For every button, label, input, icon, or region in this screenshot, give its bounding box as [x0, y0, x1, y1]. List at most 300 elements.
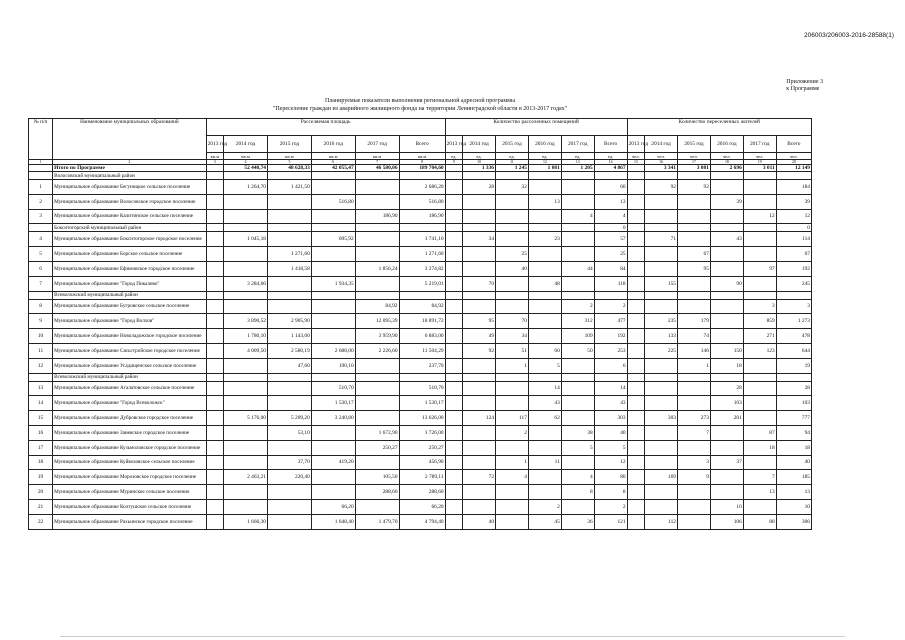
table-cell: 51 [496, 343, 529, 358]
table-cell [528, 373, 561, 381]
table-cell [776, 172, 811, 180]
table-cell [496, 373, 529, 381]
table-cell: 10 [710, 499, 743, 514]
table-cell: 53,10 [267, 425, 311, 440]
table-cell [627, 411, 645, 426]
municipality-name: Муниципальное образование "Город Всеволожск" [53, 396, 207, 411]
table-cell [627, 396, 645, 411]
municipality-name: Муниципальное образование Заневское городское поселение [53, 425, 207, 440]
total-value-cell: 189 704,60 [399, 165, 445, 172]
header-year-cell: 2014 год [463, 136, 496, 153]
table-row [29, 180, 812, 195]
table-cell [496, 299, 529, 314]
table-cell: 1 530,17 [311, 396, 355, 411]
table-cell: 1 273 [776, 314, 811, 329]
table-cell [594, 373, 627, 381]
table-cell: 12 [594, 455, 627, 470]
table-cell: 72 [463, 470, 496, 485]
table-cell: 28 [463, 180, 496, 195]
header-year-cell: 2014 год [645, 136, 678, 153]
table-cell [224, 261, 268, 276]
table-cell [561, 291, 594, 299]
table-cell [206, 247, 224, 262]
table-cell: 245 [776, 276, 811, 291]
table-cell: 90 [710, 276, 743, 291]
table-cell: 478 [776, 329, 811, 344]
table-cell: 13 [594, 194, 627, 209]
header-unit-people: чел. [645, 153, 678, 160]
table-cell [463, 209, 496, 224]
table-cell [206, 425, 224, 440]
municipality-name: Муниципальное образование Бокситогорское городское поселение [53, 232, 207, 247]
table-cell: 8 [594, 485, 627, 500]
table-cell: 273 [678, 411, 711, 426]
district-name: Волосовский муниципальный район [53, 172, 207, 180]
row-number: 22 [29, 514, 53, 529]
table-cell: 235 [645, 314, 678, 329]
table-cell: 288,60 [355, 485, 399, 500]
total-value-cell [206, 165, 224, 172]
table-cell: 250,27 [355, 440, 399, 455]
table-row [29, 470, 812, 485]
table-cell [311, 329, 355, 344]
table-cell: 6 883,00 [399, 329, 445, 344]
table-cell [627, 455, 645, 470]
header-year-cell: 2013 год [627, 136, 645, 153]
header-year-cell: Всего [594, 136, 627, 153]
table-cell [445, 499, 463, 514]
table-cell [445, 396, 463, 411]
table-cell: 777 [776, 411, 811, 426]
table-cell: 1 045,18 [224, 232, 268, 247]
table-cell: 13 [528, 194, 561, 209]
total-value-cell: 2 696 [710, 165, 743, 172]
municipality-name: Муниципальное образование "Город Пикалево" [53, 276, 207, 291]
table-cell: 1 479,70 [355, 514, 399, 529]
table-cell [496, 381, 529, 396]
table-cell: 2 688,00 [311, 343, 355, 358]
table-cell [463, 499, 496, 514]
document-title [190, 98, 650, 113]
table-cell: 303 [594, 411, 627, 426]
table-cell [206, 514, 224, 529]
row-number: 2 [29, 194, 53, 209]
table-cell: 1 271,60 [267, 247, 311, 262]
table-cell [627, 381, 645, 396]
total-value-cell: 46 580,06 [355, 165, 399, 172]
table-cell: 4 009,50 [224, 343, 268, 358]
table-cell: 39 [776, 194, 811, 209]
table-row [29, 455, 812, 470]
table-cell [445, 329, 463, 344]
table-cell [206, 373, 224, 381]
header-name: Наименование муниципальных образований [53, 119, 207, 160]
table-cell: 37 [710, 455, 743, 470]
table-cell: 2 789,11 [399, 470, 445, 485]
row-number: 16 [29, 425, 53, 440]
table-cell: 5 [528, 358, 561, 373]
table-cell: 12 095,39 [355, 314, 399, 329]
table-cell [627, 232, 645, 247]
table-cell [496, 396, 529, 411]
row-number: 10 [29, 329, 53, 344]
table-cell: 169 [645, 470, 678, 485]
column-number: 16 [645, 160, 678, 165]
municipality-name: Муниципальное образование Новоладожское городское поселение [53, 329, 207, 344]
table-cell: 34 [496, 329, 529, 344]
table-cell: 0 [594, 224, 627, 232]
table-cell [311, 470, 355, 485]
table-cell [206, 261, 224, 276]
table-cell [496, 291, 529, 299]
table-cell [678, 172, 711, 180]
column-number: 1 [29, 160, 53, 165]
total-value-cell: 52 440,74 [224, 165, 268, 172]
table-cell: 40 [496, 261, 529, 276]
table-cell: 105,50 [355, 470, 399, 485]
table-cell [710, 261, 743, 276]
table-cell [206, 358, 224, 373]
table-cell: 5 176,00 [224, 411, 268, 426]
table-cell [678, 209, 711, 224]
table-cell: 5 209,20 [267, 411, 311, 426]
header-year-cell: 2015 год [496, 136, 529, 153]
table-cell [561, 194, 594, 209]
appendix-line-2: к Программе [786, 86, 820, 92]
table-cell [645, 224, 678, 232]
municipality-name: Муниципальное образование Муринское сельское поселение [53, 485, 207, 500]
row-number: 4 [29, 232, 53, 247]
header-year-cell: 2015 год [678, 136, 711, 153]
table-cell [267, 172, 311, 180]
table-cell [445, 276, 463, 291]
table-cell [645, 261, 678, 276]
municipality-name: Муниципальное образование Морозовское городское поселение [53, 470, 207, 485]
total-value-cell: 12 149 [776, 165, 811, 172]
row-number: 17 [29, 440, 53, 455]
table-cell: 510,70 [399, 381, 445, 396]
table-cell [678, 299, 711, 314]
table-cell [776, 291, 811, 299]
table-cell: 516,80 [311, 194, 355, 209]
table-cell: 456,90 [399, 455, 445, 470]
table-cell: 5 [561, 440, 594, 455]
table-cell [355, 358, 399, 373]
table-cell [399, 373, 445, 381]
title-line-2: "Переселение граждан из аварийного жилищного фонда на территории Ленинградской области в 2013-2017 годах" [272, 105, 568, 112]
table-cell [445, 261, 463, 276]
table-cell: 6 [594, 358, 627, 373]
table-cell: 133 [645, 329, 678, 344]
table-cell [561, 396, 594, 411]
header-year-cell: Всего [399, 136, 445, 153]
header-unit-rooms: ед. [528, 153, 561, 160]
table-body [29, 165, 812, 530]
table-cell [678, 499, 711, 514]
table-cell [678, 276, 711, 291]
table-cell: 32 [496, 180, 529, 195]
table-cell [496, 499, 529, 514]
table-cell: 1 726,00 [399, 425, 445, 440]
table-cell [594, 291, 627, 299]
table-cell [445, 194, 463, 209]
table-cell: 66,20 [399, 499, 445, 514]
header-unit-people: чел. [678, 153, 711, 160]
table-cell [355, 373, 399, 381]
header-unit-area: кв.м [355, 153, 399, 160]
table-cell [678, 224, 711, 232]
table-cell: 23 [528, 232, 561, 247]
table-cell [463, 291, 496, 299]
table-cell [594, 172, 627, 180]
table-cell: 253 [594, 343, 627, 358]
table-cell [496, 485, 529, 500]
table-cell [561, 373, 594, 381]
table-cell [528, 180, 561, 195]
table-cell [627, 425, 645, 440]
table-cell [224, 247, 268, 262]
header-no: № п/п [29, 119, 53, 160]
table-cell [528, 291, 561, 299]
table-cell [224, 381, 268, 396]
column-number: 11 [496, 160, 529, 165]
table-cell: 44 [561, 261, 594, 276]
header-unit-area: кв.м [206, 153, 224, 160]
table-cell [496, 440, 529, 455]
column-number: 5 [267, 160, 311, 165]
table-cell: 25 [496, 247, 529, 262]
table-cell [206, 172, 224, 180]
table-cell [445, 172, 463, 180]
table-cell: 92 [678, 180, 711, 195]
header-year-cell: 2016 год [311, 136, 355, 153]
table-cell: 510,70 [311, 381, 355, 396]
table-cell [776, 373, 811, 381]
table-cell [743, 373, 776, 381]
table-cell [627, 373, 645, 381]
header-unit-rooms: ед. [445, 153, 463, 160]
table-cell [206, 299, 224, 314]
table-cell: 1 856,24 [355, 261, 399, 276]
table-cell: 40 [463, 514, 496, 529]
table-cell: 303 [645, 411, 678, 426]
total-value-cell: 42 055,47 [311, 165, 355, 172]
table-cell [528, 425, 561, 440]
table-cell [627, 499, 645, 514]
table-row [29, 425, 812, 440]
row-number: 5 [29, 247, 53, 262]
table-cell [645, 194, 678, 209]
table-cell [627, 440, 645, 455]
table-cell [710, 329, 743, 344]
table-row [29, 194, 812, 209]
table-cell: 288,60 [399, 485, 445, 500]
table-cell: 70 [496, 314, 529, 329]
table-cell [206, 396, 224, 411]
table-cell: 220,40 [267, 470, 311, 485]
total-value-cell: 4 867 [594, 165, 627, 172]
table-cell: 1 264,70 [224, 180, 268, 195]
table-cell [743, 411, 776, 426]
table-cell [678, 232, 711, 247]
municipality-name: Муниципальное образование Куйвозовское сельское поселение [53, 455, 207, 470]
table-cell: 201 [710, 411, 743, 426]
table-cell [645, 425, 678, 440]
table-cell [528, 485, 561, 500]
table-cell [645, 485, 678, 500]
header-year-cell: 2017 год [561, 136, 594, 153]
table-cell [311, 485, 355, 500]
table-cell [627, 276, 645, 291]
table-cell: 88 [743, 514, 776, 529]
column-number: 19 [743, 160, 776, 165]
column-number: 18 [710, 160, 743, 165]
table-cell: 12 [743, 209, 776, 224]
table-cell [496, 194, 529, 209]
table-cell: 11 504,29 [399, 343, 445, 358]
table-cell: 1 741,10 [399, 232, 445, 247]
table-cell: 45 [528, 514, 561, 529]
table-cell: 123 [743, 343, 776, 358]
table-cell: 1 271,60 [399, 247, 445, 262]
table-cell: 38 [561, 425, 594, 440]
table-cell [311, 314, 355, 329]
table-cell: 237,70 [399, 358, 445, 373]
table-cell: 50 [561, 343, 594, 358]
table-cell [267, 224, 311, 232]
total-value-cell: 48 628,33 [267, 165, 311, 172]
table-cell [645, 299, 678, 314]
table-cell [645, 373, 678, 381]
table-cell: 114 [776, 232, 811, 247]
total-row [29, 165, 812, 172]
table-cell [206, 455, 224, 470]
header-year-cell: 2016 год [710, 136, 743, 153]
total-value-cell: 3 341 [645, 165, 678, 172]
table-cell: 43 [594, 396, 627, 411]
table-cell [206, 291, 224, 299]
table-cell [710, 470, 743, 485]
municipality-name: Муниципальное образование Дубровское городское поселение [53, 411, 207, 426]
column-number: 20 [776, 160, 811, 165]
header-year-cell: 2013 год [206, 136, 224, 153]
table-cell: 1 780,10 [224, 329, 268, 344]
table-cell [561, 358, 594, 373]
header-year-cell: 2014 год [224, 136, 268, 153]
table-cell: 192 [776, 261, 811, 276]
table-cell [627, 209, 645, 224]
table-cell [627, 314, 645, 329]
row-number: 13 [29, 381, 53, 396]
table-cell [355, 291, 399, 299]
table-cell [355, 172, 399, 180]
table-cell [561, 172, 594, 180]
table-cell [561, 180, 594, 195]
table-cell [224, 291, 268, 299]
table-cell [561, 224, 594, 232]
table-cell [645, 455, 678, 470]
table-cell [561, 247, 594, 262]
table-cell: 18 [710, 358, 743, 373]
table-cell [311, 425, 355, 440]
table-cell [528, 299, 561, 314]
table-cell: 19 [776, 358, 811, 373]
table-cell: 117 [496, 411, 529, 426]
table-cell: 1 [496, 455, 529, 470]
row-number: 6 [29, 261, 53, 276]
table-cell: 43 [710, 232, 743, 247]
table-cell [445, 358, 463, 373]
table-cell [561, 455, 594, 470]
table-cell: 4 [496, 470, 529, 485]
row-number: 12 [29, 358, 53, 373]
table-cell [445, 485, 463, 500]
table-cell [463, 425, 496, 440]
table-cell [311, 180, 355, 195]
table-cell [645, 291, 678, 299]
table-cell [463, 172, 496, 180]
table-cell: 3 284,66 [224, 276, 268, 291]
table-cell: 67 [678, 247, 711, 262]
table-cell: 8 [561, 485, 594, 500]
header-year-cell: 2015 год [267, 136, 311, 153]
table-cell [496, 276, 529, 291]
table-cell [463, 261, 496, 276]
row-number: 18 [29, 455, 53, 470]
table-cell: 4 [561, 470, 594, 485]
row-number [29, 224, 53, 232]
table-cell: 0 [776, 224, 811, 232]
table-cell [743, 396, 776, 411]
district-row [29, 373, 812, 381]
table-row [29, 358, 812, 373]
table-cell: 13 626,00 [399, 411, 445, 426]
column-number: 13 [561, 160, 594, 165]
table-cell [463, 381, 496, 396]
header-unit-people: чел. [776, 153, 811, 160]
municipality-name: Муниципальное образование Агалатовское сельское поселение [53, 381, 207, 396]
table-cell: 186,90 [355, 209, 399, 224]
table-cell [528, 470, 561, 485]
table-cell [206, 343, 224, 358]
table-cell [311, 373, 355, 381]
table-cell [206, 224, 224, 232]
table-cell [267, 232, 311, 247]
table-cell: 87 [743, 425, 776, 440]
table-cell [463, 194, 496, 209]
table-cell: 36 [561, 514, 594, 529]
total-value-cell: 1 205 [561, 165, 594, 172]
table-cell [496, 514, 529, 529]
table-cell [206, 194, 224, 209]
header-unit-rooms: ед. [561, 153, 594, 160]
table-cell [445, 440, 463, 455]
table-cell [445, 455, 463, 470]
table-cell: 47,60 [267, 358, 311, 373]
header-area-group: Расселяемая площадь [206, 119, 445, 136]
table-cell [311, 247, 355, 262]
row-number: 21 [29, 499, 53, 514]
table-cell [355, 396, 399, 411]
table-cell [206, 440, 224, 455]
table-cell: 25 [594, 247, 627, 262]
table-cell [678, 373, 711, 381]
indicators-table [28, 118, 812, 530]
table-cell [463, 396, 496, 411]
table-cell: 155 [645, 276, 678, 291]
table-cell: 1 143,00 [267, 329, 311, 344]
indicators-table-wrapper [28, 118, 812, 530]
